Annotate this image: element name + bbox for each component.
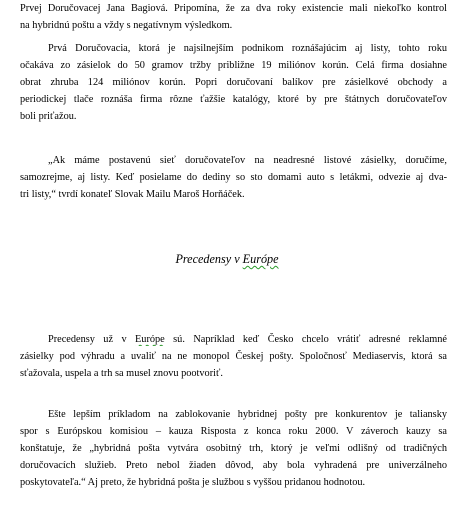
paragraph5-line1: Ešte lepším príkladom na zablokovanie hybridnej pošty pre konkurentov je taliansky (48, 409, 447, 420)
paragraph3-line2: samozrejme, aj listy. Keď posielame do dediny so sto domami auto s letákmi, odvezie aj dva- (20, 172, 447, 183)
paragraph3-line1: „Ak máme postavenú sieť doručovateľov na neadresné listové zásielky, doručíme, (48, 155, 447, 166)
paragraph3-line3: tri listy,“ tvrdí konateľ Slovak Mailu Maroš Horňáček. (20, 189, 245, 200)
paragraph2-line5: boli priťažou. (20, 111, 77, 122)
paragraph2-line4: periodickej tlače roznáša firma rôzne ťažšie katalógy, ktoré by pre štátnych doručovateľov (20, 94, 447, 105)
paragraph2-line1: Prvá Doručovacia, ktorá je najsilnejším podnikom roznášajúcim aj listy, tohto roku (48, 43, 447, 54)
spellcheck-word: Európe (242, 252, 279, 266)
paragraph5-line2: spor s Európskou komisiou – kauza Risposta z konca roku 2000. V záveroch kauzy sa (20, 426, 447, 437)
paragraph4-line2: zásielky pod výhradu a uvaliť na ne monopol Českej pošty. Spoločnosť Mediaservis, ktorá sa (20, 351, 447, 362)
section-heading-text: Precedensy v (175, 252, 243, 266)
paragraph2-line2: očakáva zo zásielok do 50 gramov tržby približne 19 miliónov korún. Celá firma dosiahne (20, 60, 447, 71)
paragraph1-line1: Prvej Doručovacej Jana Bagiová. Pripomína, že za dva roky existencie mali niekoľko kontrol (20, 3, 447, 14)
paragraph2-line3: obrat zhruba 124 miliónov korún. Popri doručovaní balíkov pre zásielkové obchody a (20, 77, 447, 88)
paragraph4-line1 (48, 333, 447, 346)
paragraph5-line4: doručovacích služieb. Preto nebol žiaden dôvod, aby bola vyhradená pre univerzálneho (20, 460, 447, 471)
paragraph5-line3: konštatuje, že „hybridná pošta vytvára osobitný trh, ktorý je veľmi odlišný od tradičných (20, 443, 447, 454)
paragraph4-line1-suffix: sú. Napríklad keď Česko chcelo vrátiť adresné reklamné (164, 334, 447, 345)
paragraph1-line2: na hybridnú poštu a vždy s negatívnym výsledkom. (20, 20, 233, 31)
spellcheck-word: Európe (135, 334, 165, 345)
paragraph4-line3: sťažovala, uspela a trh sa musel znovu pootvoriť. (20, 368, 223, 379)
paragraph4-line1-prefix: Precedensy už v (48, 334, 136, 345)
paragraph5-line5: poskytovateľa.“ Aj preto, že hybridná pošta je službou s vyššou pridanou hodnotou. (20, 477, 366, 488)
section-heading (0, 252, 454, 267)
